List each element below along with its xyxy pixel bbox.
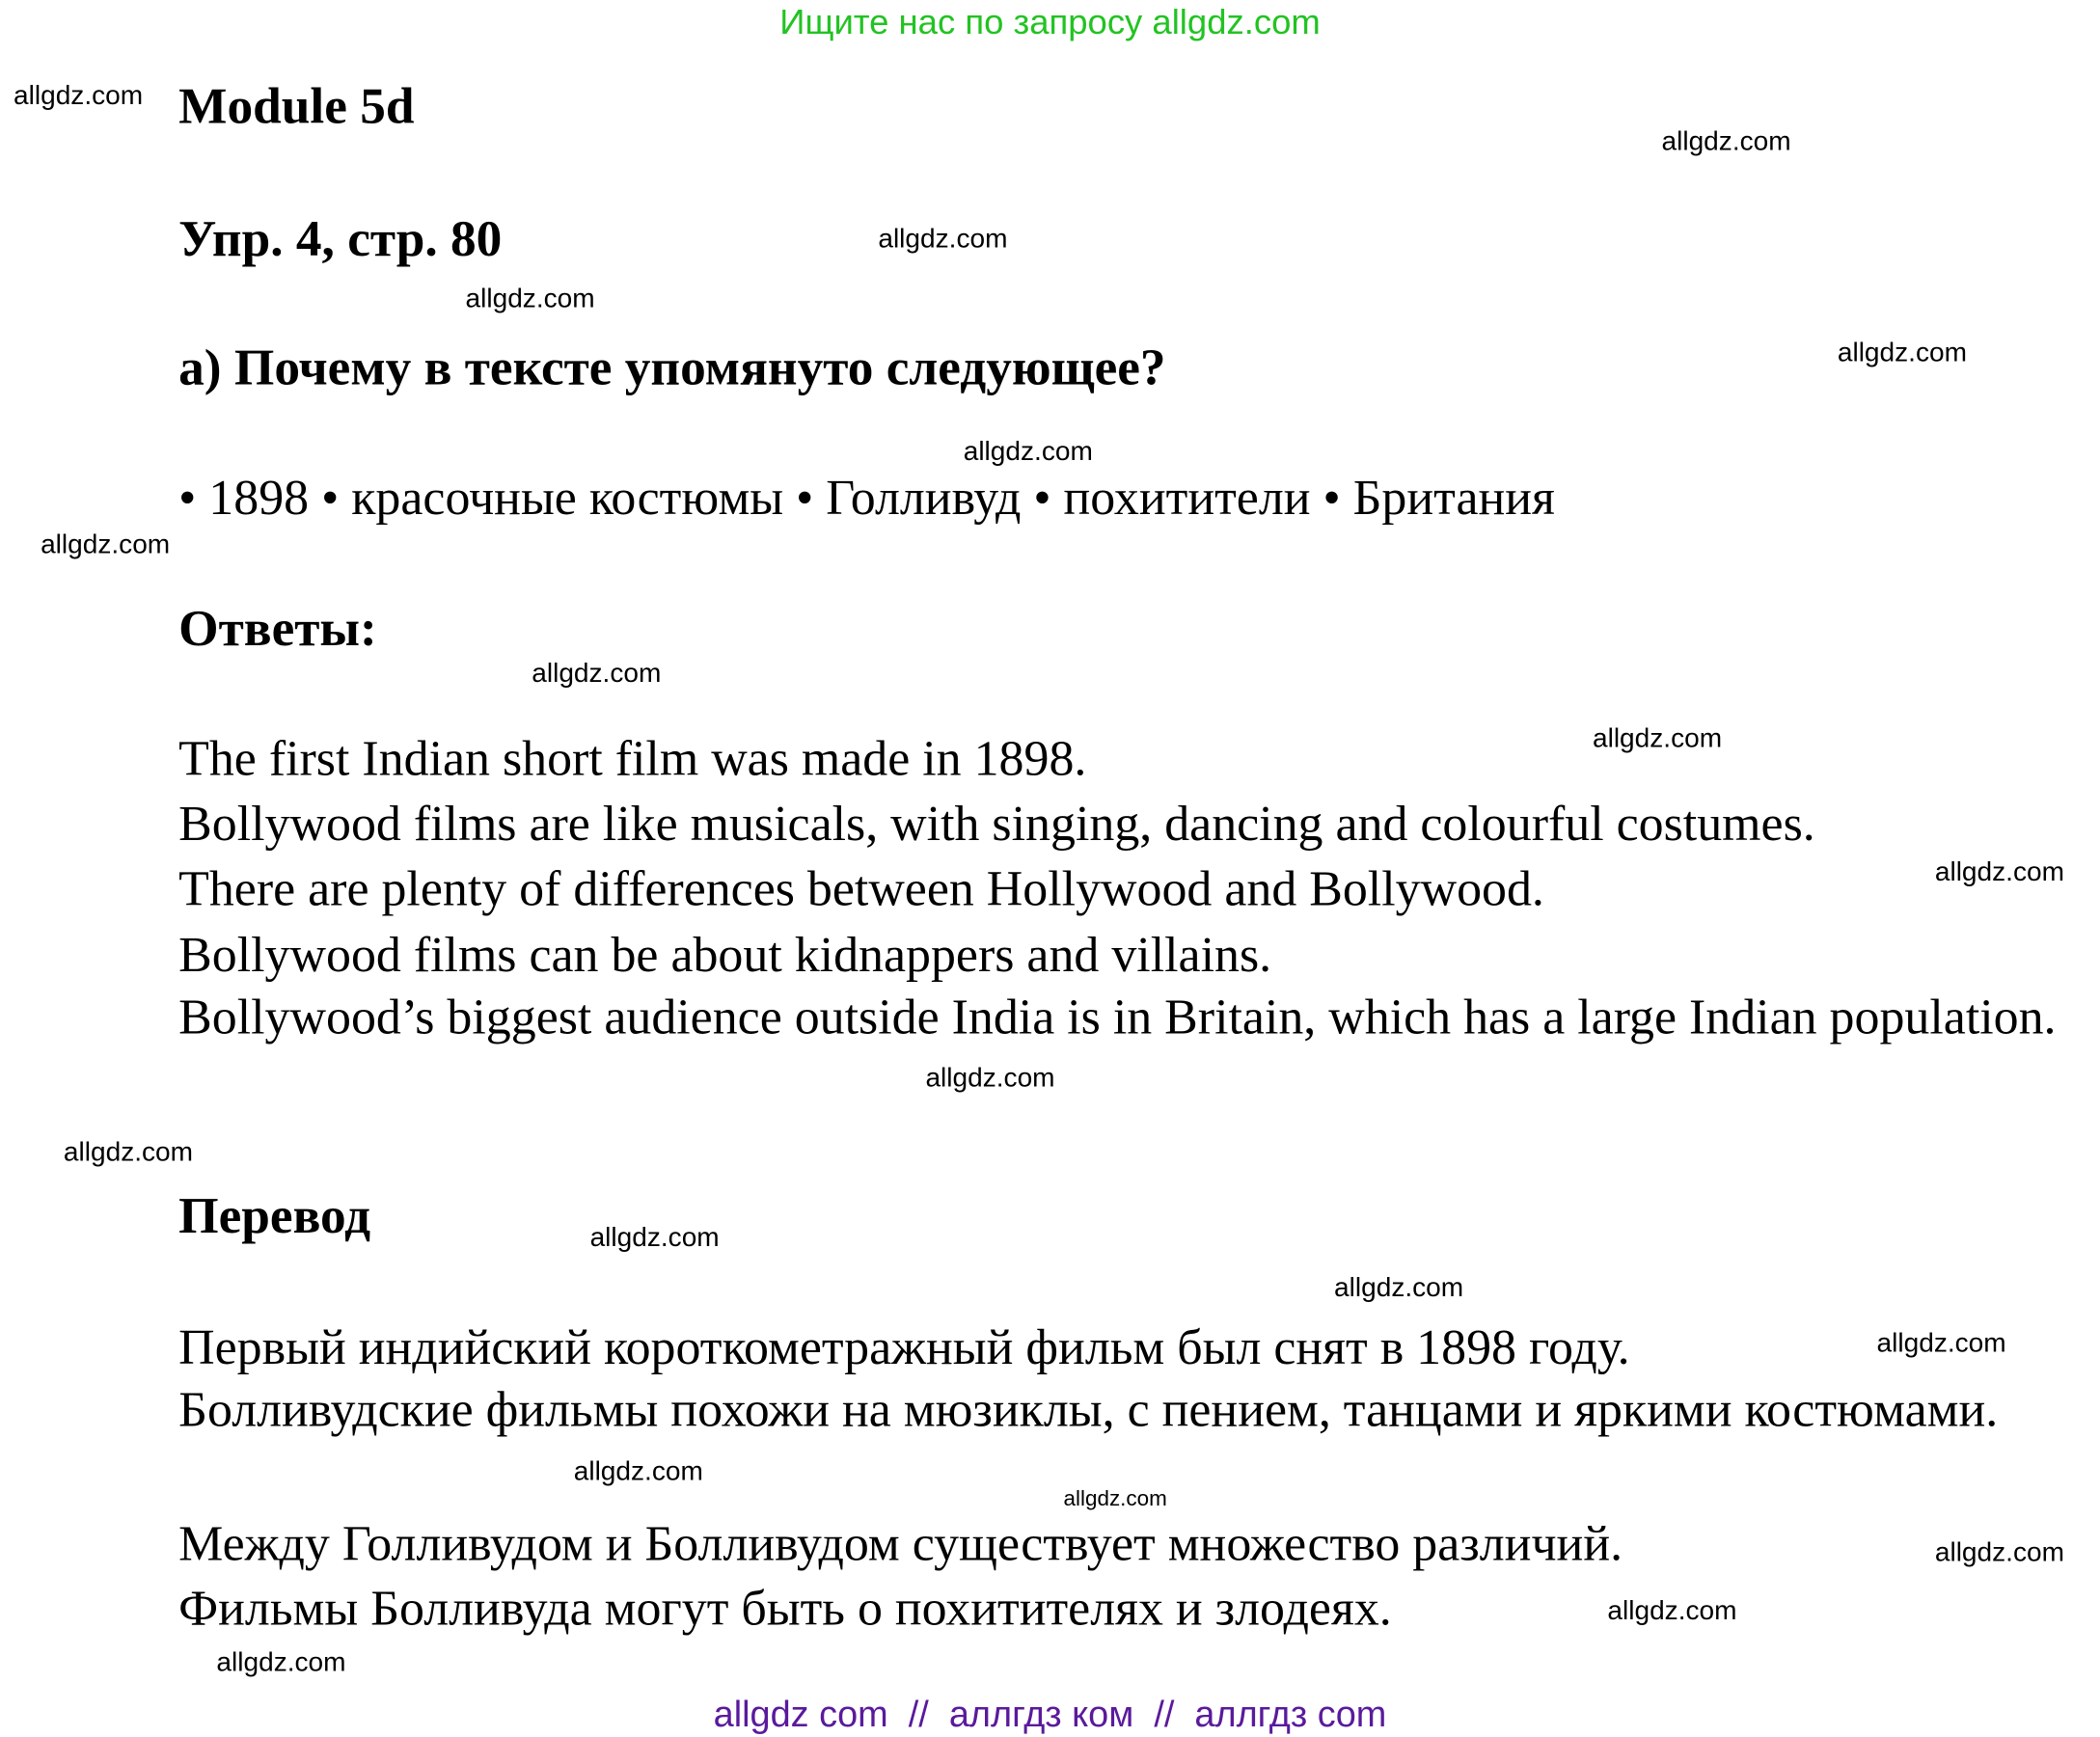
module-title: Module 5d xyxy=(178,78,415,136)
footer-watermark: allgdz com // аллгдз ком // аллгдз com xyxy=(713,1694,1387,1735)
translation-line: Болливудские фильмы похожи на мюзиклы, с пением, танцами и яркими костюмами. xyxy=(178,1382,1999,1439)
answers-heading: Ответы: xyxy=(178,600,377,658)
answer-line: There are plenty of differences between Hollywood and Bollywood. xyxy=(178,861,1544,918)
answer-line: Bollywood’s biggest audience outside India is in Britain, which has a large Indian population. xyxy=(178,990,2057,1046)
watermark: allgdz.com xyxy=(1592,723,1723,754)
answer-line: Bollywood films can be about kidnappers and villains. xyxy=(178,928,1272,984)
watermark: allgdz.com xyxy=(1661,126,1791,157)
watermark: allgdz.com xyxy=(1334,1272,1464,1303)
watermark: allgdz.com xyxy=(878,224,1008,255)
search-banner: Ищите нас по запросу allgdz.com xyxy=(779,1,1321,42)
answer-line: The first Indian short film was made in 1898. xyxy=(178,731,1087,788)
watermark: allgdz.com xyxy=(1063,1487,1167,1511)
answer-line: Bollywood films are like musicals, with singing, dancing and colourful costumes. xyxy=(178,797,1815,853)
watermark: allgdz.com xyxy=(532,659,662,689)
items-line: • 1898 • красочные костюмы • Голливуд • похитители • Британия xyxy=(178,471,1555,527)
watermark: allgdz.com xyxy=(14,81,144,112)
watermark: allgdz.com xyxy=(63,1137,194,1168)
translation-line: Фильмы Болливуда могут быть о похитителях и злодеях. xyxy=(178,1581,1392,1638)
watermark: allgdz.com xyxy=(925,1063,1055,1094)
watermark: allgdz.com xyxy=(963,437,1093,467)
watermark: allgdz.com xyxy=(216,1647,346,1678)
watermark: allgdz.com xyxy=(589,1223,720,1253)
watermark: allgdz.com xyxy=(1934,1537,2064,1568)
exercise-title: Упр. 4, стр. 80 xyxy=(178,210,503,268)
watermark: allgdz.com xyxy=(1934,857,2064,888)
watermark: allgdz.com xyxy=(1607,1596,1737,1627)
translation-line: Первый индийский короткометражный фильм был снят в 1898 году. xyxy=(178,1320,1630,1376)
watermark: allgdz.com xyxy=(573,1456,703,1487)
translation-heading: Перевод xyxy=(178,1187,371,1245)
watermark: allgdz.com xyxy=(41,529,171,560)
question-heading: а) Почему в тексте упомянуто следующее? xyxy=(178,339,1166,396)
watermark: allgdz.com xyxy=(1876,1328,2006,1359)
watermark: allgdz.com xyxy=(1837,338,1967,368)
watermark: allgdz.com xyxy=(465,284,595,314)
translation-line: Между Голливудом и Болливудом существует множество различий. xyxy=(178,1516,1623,1572)
